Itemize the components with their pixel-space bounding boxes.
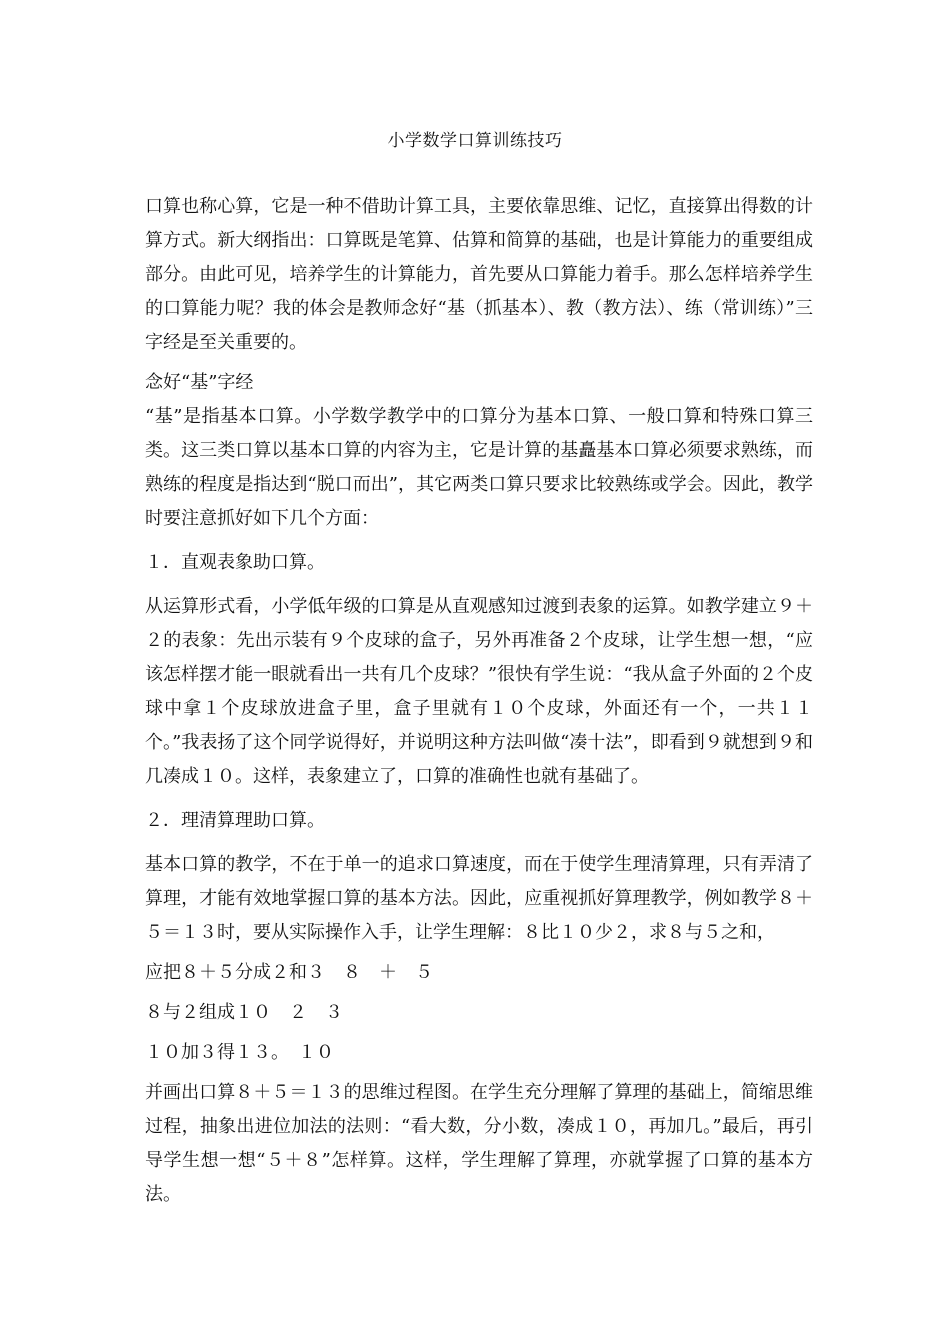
document-title: 小学数学口算训练技巧 (387, 131, 563, 151)
section-heading: 念好“基”字经 (145, 372, 254, 393)
subheading-1: １．直观表象助口算。 (145, 552, 325, 573)
paragraph-arithmetic-reasoning: 基本口算的教学，不在于单一的追求口算速度，而在于使学生理清算理，只有弄清了算理，才能有效地掌握口算的基本方法。因此，应重视抓好算理教学，例如教学８＋５＝１３时，要从实际操作入手，让学生理解：８比１０少２，求８与５之和， (145, 854, 813, 943)
paragraph-visual-representation: 从运算形式看，小学低年级的口算是从直观感知过渡到表象的运算。如教学建立９＋２的表象：先出示装有９个皮球的盒子，另外再准备２个皮球，让学生想一想，“应该怎样摆才能一眼就看出一共有几个皮球？”很快有学生说：“我从盒子外面的２个皮球中拿１个皮球放进盒子里，盒子里就有１０个皮球，外面还有一个，一共１１个。”我表扬了这个同学说得好，并说明这种方法叫做“凑十法”，即看到９就想到９和几凑成１０。这样，表象建立了，口算的准确性也就有基础了。 (145, 596, 813, 787)
document-body (145, 190, 813, 1212)
paragraph-conclusion: 并画出口算８＋５＝１３的思维过程图。在学生充分理解了算理的基础上，简缩思维过程，抽象出进位加法的法则：“看大数，分小数，凑成１０，再加几。”最后，再引导学生想一想“５＋８”怎样算。这样，学生理解了算理，亦就掌握了口算的基本方法。 (145, 1082, 813, 1205)
paragraph-intro: 口算也称心算，它是一种不借助计算工具，主要依靠思维、记忆，直接算出得数的计算方式。新大纲指出：口算既是笔算、估算和简算的基础，也是计算能力的重要组成部分。由此可见，培养学生的计算能力，首先要从口算能力着手。那么怎样培养学生的口算能力呢？我的体会是教师念好“基（抓基本）、教（教方法）、练（常训练）”三字经是至关重要的。 (145, 196, 813, 353)
subheading-2: ２．理清算理助口算。 (145, 810, 325, 831)
paragraph-basic-oral-arithmetic: “基”是指基本口算。小学数学教学中的口算分为基本口算、一般口算和特殊口算三类。这三类口算以基本口算的内容为主，它是计算的基矗基本口算必须要求熟练，而熟练的程度是指达到“脱口而出”，其它两类口算只要求比较熟练或学会。因此，教学时要注意抓好如下几个方面： (145, 406, 813, 529)
diagram-line-3: １０加３得１３。 １０ (145, 1042, 334, 1063)
diagram-line-1: 应把８＋５分成２和３ ８ ＋ ５ (145, 962, 433, 983)
diagram-line-2: ８与２组成１０ ２ ３ (145, 1002, 343, 1023)
